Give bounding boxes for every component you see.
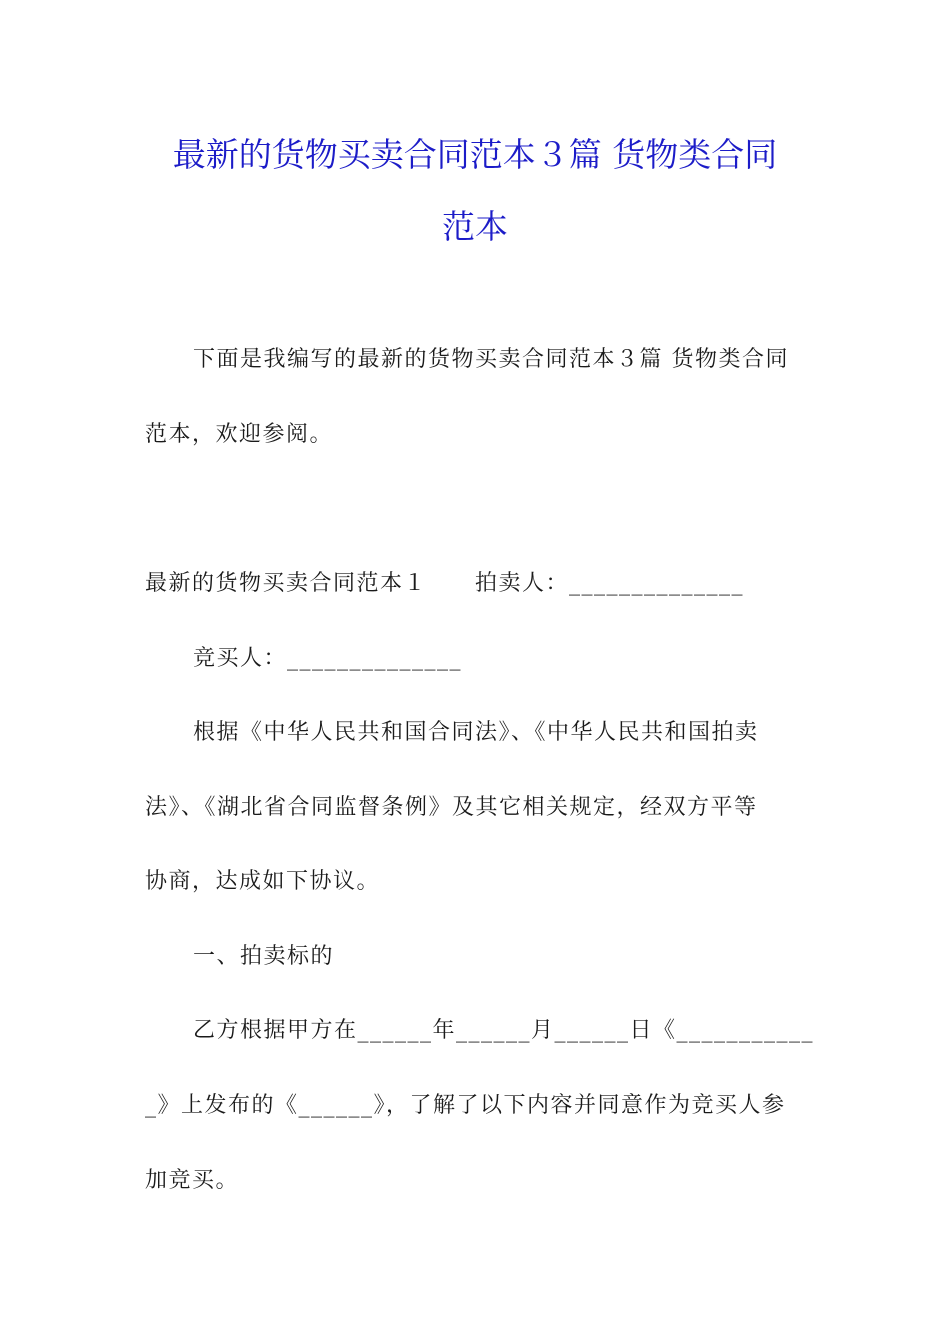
- document-title-line-2: 范本: [442, 207, 508, 246]
- contract-1-heading: 最新的货物买卖合同范本１: [145, 571, 428, 596]
- clause-1-line-3: 加竞买。: [145, 1168, 240, 1193]
- contract-1-heading-row: [145, 573, 744, 595]
- clause-1-heading: 一、拍卖标的: [193, 944, 335, 969]
- document-title-line-1: 最新的货物买卖合同范本３篇 货物类合同: [172, 135, 778, 174]
- clause-1-line-1: 乙方根据甲方在______年______月______日《___________: [193, 1018, 815, 1043]
- seller-field: 拍卖人：______________: [475, 571, 745, 596]
- intro-paragraph-line-1: 下面是我编写的最新的货物买卖合同范本３篇 货物类合同: [193, 347, 789, 372]
- clause-1-line-2: _》上发布的《______》，了解了以下内容并同意作为竞买人参: [145, 1093, 786, 1118]
- intro-paragraph-line-2: 范本，欢迎参阅。: [145, 422, 334, 447]
- basis-paragraph-line-3: 协商，达成如下协议。: [145, 869, 381, 894]
- basis-paragraph-line-1: 根据《中华人民共和国合同法》、《中华人民共和国拍卖: [193, 720, 759, 745]
- buyer-field: 竞买人：______________: [193, 646, 463, 671]
- basis-paragraph-line-2: 法》、《湖北省合同监督条例》及其它相关规定，经双方平等: [145, 795, 758, 820]
